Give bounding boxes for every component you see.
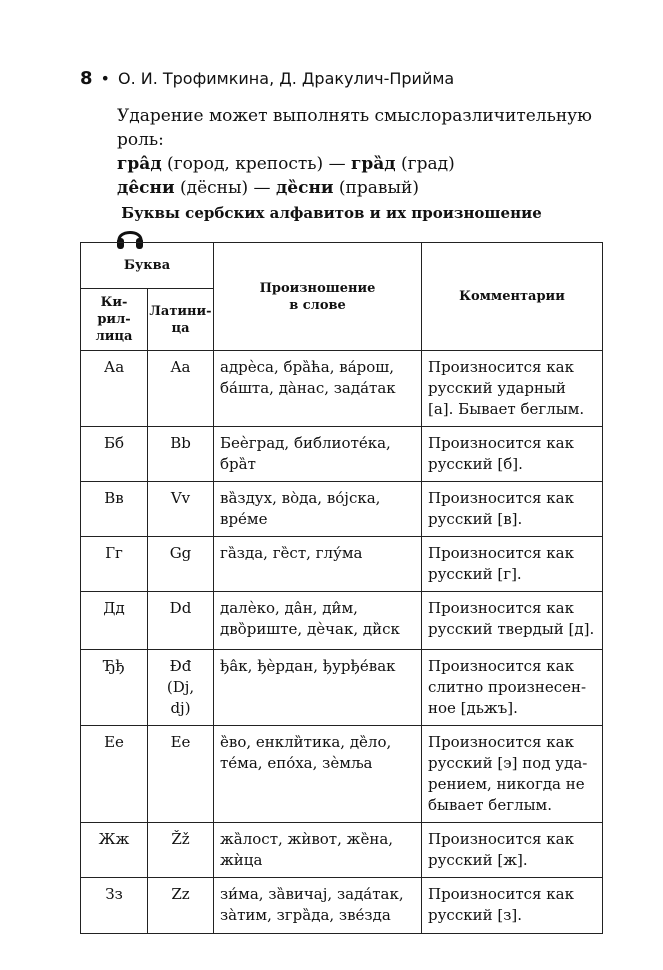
table-row <box>81 878 603 934</box>
cell-pronunciation: жа̏лост, жѝвот, же̏на, жѝца <box>214 823 422 878</box>
table-row <box>81 482 603 537</box>
cell-pronunciation: ђа̂к, ђѐрдан, ђурђе́вак <box>214 650 422 726</box>
example-word: гра̂д <box>117 154 162 174</box>
cell-latin: Gg <box>148 537 214 592</box>
example-gloss: (правый) <box>333 178 419 198</box>
header-letter: Буква <box>81 243 214 289</box>
cell-comment: Произносится как русский [э] под уда-рением, никогда не бывает беглым. <box>422 726 603 823</box>
cell-comment: Произносится как русский [в]. <box>422 482 603 537</box>
header-comments: Комментарии <box>422 243 603 351</box>
cell-latin: Aa <box>148 351 214 427</box>
example-gloss: (град) <box>395 154 455 174</box>
header-latin: Латини- ца <box>148 289 214 351</box>
table-row <box>81 351 603 427</box>
intro-paragraph <box>117 104 617 200</box>
table-row <box>81 650 603 726</box>
cell-cyrillic: Аа <box>81 351 148 427</box>
cell-cyrillic: Жж <box>81 823 148 878</box>
table-row <box>81 427 603 482</box>
cell-pronunciation: зи́ма, за̏вичај, зада́так, за̀тим, згра̏да, зве́зда <box>214 878 422 934</box>
cell-comment: Произносится как русский [г]. <box>422 537 603 592</box>
example-word: де̂сни <box>117 178 175 198</box>
header-cyrillic: Ки- рил- лица <box>81 289 148 351</box>
cell-cyrillic: Ђђ <box>81 650 148 726</box>
table-row <box>81 823 603 878</box>
cell-cyrillic: Бб <box>81 427 148 482</box>
cell-latin: Đđ (Dj, dj) <box>148 650 214 726</box>
example-gloss: (дёсны) — <box>174 178 276 198</box>
cell-comment: Произносится как русский твердый [д]. <box>422 592 603 650</box>
example-word: де̏сни <box>275 178 334 198</box>
stress-example-2 <box>117 176 617 200</box>
running-header <box>80 68 454 89</box>
table-row <box>81 726 603 823</box>
cell-cyrillic: Дд <box>81 592 148 650</box>
cell-comment: Произносится как русский [ж]. <box>422 823 603 878</box>
cell-comment: Произносится как русский [б]. <box>422 427 603 482</box>
cell-pronunciation: га̏зда, ге̏ст, глу́ма <box>214 537 422 592</box>
example-gloss: (город, крепость) — <box>161 154 351 174</box>
cell-pronunciation: е̏во, енкли̏тика, де̏ло, те́ма, епо́ха, зѐмља <box>214 726 422 823</box>
cell-latin: Bb <box>148 427 214 482</box>
intro-line: Ударение может выполнять смыслоразличительную роль: <box>117 106 592 150</box>
cell-latin: Zz <box>148 878 214 934</box>
cell-latin: Žž <box>148 823 214 878</box>
stress-example-1 <box>117 152 617 176</box>
cell-comment: Произносится как русский [з]. <box>422 878 603 934</box>
header-pronunciation: Произношение в слове <box>214 243 422 351</box>
header-authors: О. И. Трофимкина, Д. Дракулич-Прийма <box>117 69 455 88</box>
alphabet-table <box>80 242 603 934</box>
cell-cyrillic: Гг <box>81 537 148 592</box>
header-bullet: • <box>100 69 110 88</box>
cell-pronunciation: Беѐград, библиоте́ка, бра̏т <box>214 427 422 482</box>
cell-pronunciation: ва̏здух, во̀да, во́јска, вре́ме <box>214 482 422 537</box>
table-row <box>81 537 603 592</box>
cell-latin: Vv <box>148 482 214 537</box>
table-row <box>81 592 603 650</box>
cell-comment: Произносится как слитно произнесен-ное [дьжъ]. <box>422 650 603 726</box>
cell-latin: Ee <box>148 726 214 823</box>
cell-cyrillic: Зз <box>81 878 148 934</box>
cell-comment: Произносится как русский ударный [а]. Бывает беглым. <box>422 351 603 427</box>
cell-cyrillic: Ее <box>81 726 148 823</box>
example-word: гра̏д <box>350 154 396 174</box>
cell-latin: Dd <box>148 592 214 650</box>
table-body <box>81 351 603 934</box>
cell-pronunciation: далѐко, да̂н, ди̂м, дво̏риште, дѐчак, ди̏ск <box>214 592 422 650</box>
table-title: Буквы сербских алфавитов и их произношение <box>121 204 542 222</box>
cell-cyrillic: Вв <box>81 482 148 537</box>
page-number: 8 <box>80 68 93 89</box>
cell-pronunciation: адрѐса, бра̏ћа, ва́рош, ба́шта, да̀нас, зада́так <box>214 351 422 427</box>
